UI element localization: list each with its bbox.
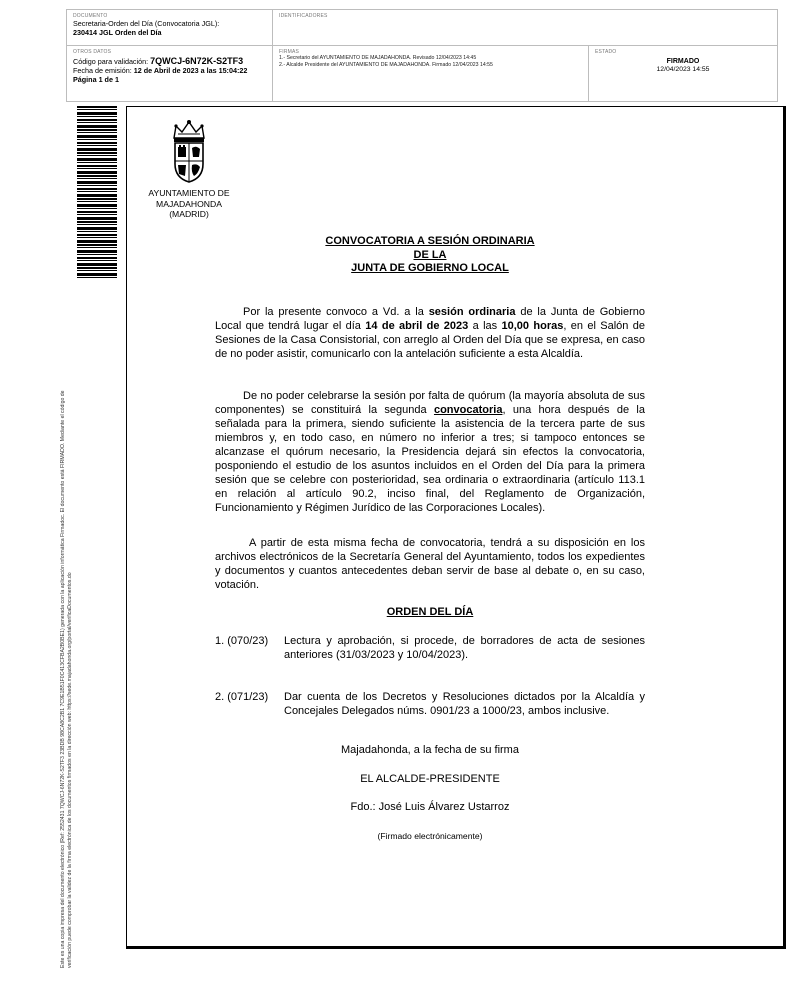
text-run: de la Junta de Gobierno Local que tendrá lugar el día	[215, 306, 645, 332]
closing-cargo: EL ALCALDE-PRESIDENTE	[360, 773, 500, 785]
verification-side-text	[60, 288, 74, 968]
text-run-bold: sesión ordinaria	[428, 306, 516, 318]
verification-line-2: verificación puede comprobar la validez de la firma electrónica de los documentos firmados en la dirección web: https://sede.majadahonda.org/portal/verificaDocumentos.do	[67, 572, 73, 968]
validation-code: 7QWCJ-6N72K-S2TF3	[150, 56, 244, 66]
agenda-item-number: 2. (071/23)	[215, 691, 269, 703]
estado-cell	[589, 46, 777, 101]
verification-line-1: Este es una copia impresa del documento electrónico (Ref: 2552431 7QWCJ-6N72K-S2TF3 23BDB 98CA8C2B1 7C9E1B51F0C413CFBA2B0BE1) generada con la aplicación informática Firmadoc. El documento está FIRMADO. Mediante el código de	[60, 390, 66, 968]
validation-code-prefix: Código para validación:	[73, 57, 149, 66]
ayuntamiento-line: (MADRID)	[169, 209, 209, 219]
paragraph-convocatoria	[215, 305, 645, 361]
page-count: Página 1 de 1	[73, 75, 119, 84]
firmas-cell	[273, 46, 589, 101]
emission-date-line	[73, 66, 266, 75]
identificadores-label: IDENTIFICADORES	[279, 13, 328, 19]
estado-label: ESTADO	[595, 49, 617, 55]
document-title	[215, 235, 645, 276]
firmas-label: FIRMAS	[279, 49, 300, 55]
agenda-item-text: Lectura y aprobación, si procede, de borradores de acta de sesiones anteriores (31/03/2023 y 10/04/2023).	[284, 635, 645, 661]
documento-label: DOCUMENTO	[73, 13, 108, 19]
identificadores-cell	[273, 10, 777, 46]
title-line: CONVOCATORIA A SESIÓN ORDINARIA	[325, 235, 535, 247]
estado-status: FIRMADO	[666, 58, 700, 65]
documento-title: Secretaria-Orden del Día (Convocatoria JGL):	[73, 19, 220, 28]
coat-of-arms-icon	[166, 118, 212, 184]
closing-electronic-note: (Firmado electrónicamente)	[377, 831, 483, 841]
estado-date: 12/04/2023 14:55	[656, 66, 710, 73]
closing-place-date: Majadahonda, a la fecha de su firma	[341, 744, 519, 756]
emission-date-prefix: Fecha de emisión:	[73, 66, 132, 75]
ayuntamiento-name	[138, 188, 240, 220]
otros-datos-label: OTROS DATOS	[73, 49, 112, 55]
text-run-bold: 14 de abril de 2023	[365, 320, 469, 332]
paragraph-disposicion	[215, 536, 645, 592]
emission-date: 12 de Abril de 2023 a las 15:04:22	[133, 66, 248, 75]
text-run-underlined: convocatoria	[433, 404, 503, 416]
ayuntamiento-line: AYUNTAMIENTO DE	[148, 188, 230, 198]
title-line: JUNTA DE GOBIERNO LOCAL	[351, 262, 509, 274]
agenda-item	[215, 634, 645, 662]
orden-del-dia-title: ORDEN DEL DÍA	[386, 606, 474, 618]
ayuntamiento-line: MAJADAHONDA	[156, 198, 222, 209]
barcode-image	[77, 106, 117, 278]
agenda-item-text: Dar cuenta de los Decretos y Resoluciones dictados por la Alcaldía y Concejales Delegados núms. 0901/23 a 1000/23, ambos inclusive.	[284, 691, 645, 717]
text-run: A partir de esta misma fecha de convocatoria, tendrá a su disposición en los archivos electrónicos de la Secretaría General del Ayuntamiento, todos los expedientes y documentos y cuantos antecedentes deban servir de base al debate o, en su caso, votación.	[215, 537, 645, 591]
validation-code-line	[73, 57, 266, 66]
documento-subtitle: 230414 JGL Orden del Día	[73, 28, 162, 37]
paragraph-quorum	[215, 389, 645, 515]
agenda-item-number: 1. (070/23)	[215, 635, 269, 647]
text-run: , en el Salón de Sesiones de la Casa Consistorial, con arreglo al Orden del Día que se expresa, en caso de no poder asistir, comunicarlo con la antelación suficiente a esta Alcaldía.	[215, 320, 645, 360]
otros-datos-cell	[67, 46, 273, 101]
signature-header-table	[66, 9, 778, 102]
text-run: a las	[468, 320, 502, 332]
text-run-bold: 10,00 horas	[501, 320, 564, 332]
document-frame	[126, 106, 786, 949]
firma-1: 1.- Secretario del AYUNTAMIENTO DE MAJADAHONDA. Revisado 12/04/2023 14:45	[279, 55, 477, 61]
closing-signature: Fdo.: José Luis Álvarez Ustarroz	[350, 801, 510, 813]
text-run: , una hora después de la señalada para la primera, siendo suficiente la asistencia de la tercera parte de sus miembros y, en todo caso, en número no inferior a tres; si tampoco entonces se alcanzase el quórum necesario, la Presidencia dejará sin efectos la convocatoria, posponiendo el estudio de los asuntos incluidos en el Orden del Día para la primera sesión que se celebre con posterioridad, sea ordinaria o extraordinaria (artículo 113.1 en relación al artículo 90.2, inciso final, del Reglamento de Organización, Funcionamiento y Régimen Jurídico de las Corporaciones Locales).	[215, 404, 645, 514]
agenda-item	[215, 690, 645, 718]
title-line: DE LA	[413, 248, 447, 261]
firma-2: 2.- Alcalde Presidente del AYUNTAMIENTO DE MAJADAHONDA. Firmado 12/04/2023 14:55	[279, 62, 493, 68]
documento-cell	[67, 10, 273, 46]
text-run: De no poder celebrarse la sesión por falta de quórum (la mayoría absoluta de sus componentes) se constituirá la segunda	[215, 390, 645, 416]
text-run: Por la presente convoco a Vd. a la	[243, 306, 429, 318]
